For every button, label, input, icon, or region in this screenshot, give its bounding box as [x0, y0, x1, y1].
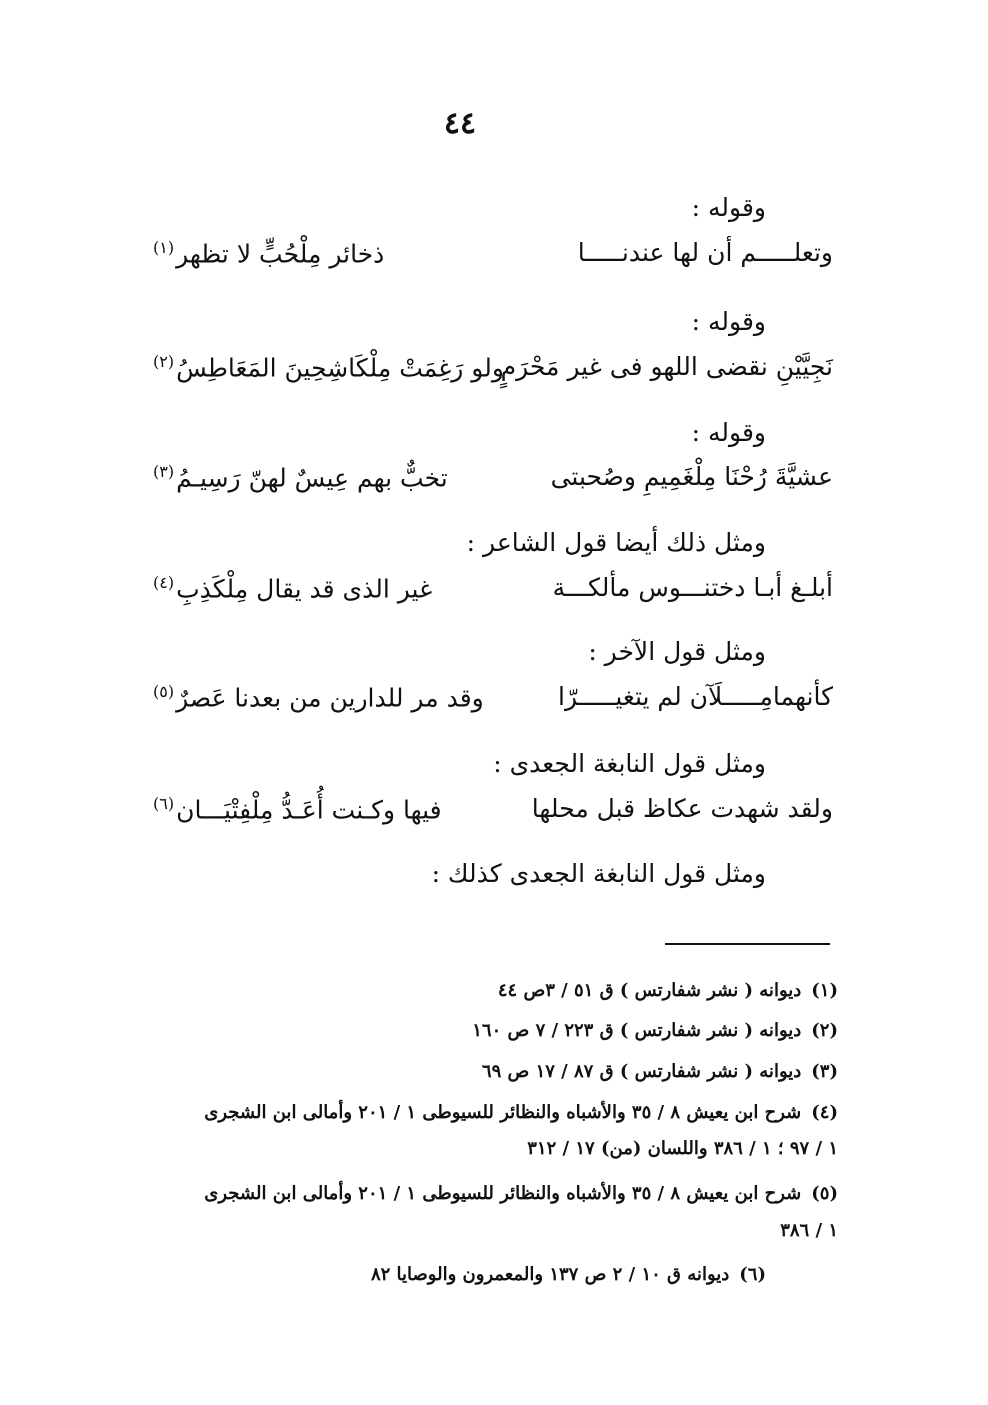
footnote-item [204, 1102, 838, 1123]
second-hemistich-text: وقد مر للدارين من بعدنا عَصرٌ [176, 683, 484, 713]
second-hemistich-text: تخبٌّ بهم عِيسٌ لهنّ رَسِيـمُ [176, 463, 448, 493]
footnote-text: شرح ابن يعيش ٨ / ٣٥ والأشباه والنظائر للسيوطى ١ / ٢٠١ وأمالى ابن الشجرى [204, 1183, 802, 1204]
verse-intro: ومثل قول الآخر : [588, 637, 766, 666]
footnote-number: (٦) [739, 1264, 766, 1285]
footnote-marker: (٦) [153, 794, 175, 813]
verse-intro: وقوله : [691, 307, 766, 336]
footnote-text: ديوانه ( نشر شفارتس ) ق ٨٧ / ١٧ ص ٦٩ [481, 1061, 802, 1082]
footnote-number: (٣) [811, 1061, 838, 1082]
footnote-marker: (١) [153, 238, 175, 257]
second-hemistich-text: ذخائر مِلْحُبٍّ لا تظهر [176, 239, 385, 269]
footnote-item [371, 1264, 766, 1285]
verse-intro: ومثل ذلك أيضا قول الشاعر : [466, 528, 766, 557]
footnote-marker: (٤) [153, 573, 175, 592]
first-hemistich: وتعلـــــم أن لها عندنـــــا [577, 238, 833, 267]
footnote-text: شرح ابن يعيش ٨ / ٣٥ والأشباه والنظائر للسيوطى ١ / ٢٠١ وأمالى ابن الشجرى [204, 1102, 802, 1123]
footnote-item [482, 1061, 838, 1082]
first-hemistich: كأنهمامِـــــلَآن لم يتغيـــــرّا [558, 682, 833, 711]
first-hemistich: ولقد شهدت عكاظ قبل محلها [531, 794, 833, 823]
verse-line [153, 352, 833, 396]
second-hemistich [153, 238, 384, 268]
footnote-marker: (٢) [153, 352, 175, 371]
closing-intro: ومثل قول النابغة الجعدى كذلك : [431, 859, 766, 888]
footnote-number: (٥) [811, 1183, 838, 1204]
verse-intro: وقوله : [691, 418, 766, 447]
second-hemistich [153, 682, 484, 712]
footnote-divider [665, 943, 830, 945]
second-hemistich [153, 352, 504, 382]
second-hemistich-text: غير الذى قد يقال مِلْكَذِبِ [176, 574, 433, 604]
footnote-number: (١) [811, 980, 838, 1001]
first-hemistich: عشيَّةَ رُحْنَا مِلْغَمِيمِ وصُحبتى [550, 462, 833, 491]
footnote-text: ديوانه ق ١٠ / ٢ ص ١٣٧ والمعمرون والوصايا ٨٢ [370, 1264, 730, 1285]
footnote-text: ديوانه ( نشر شفارتس ) ق ٢٢٣ / ٧ ص ١٦٠ [472, 1020, 802, 1041]
first-hemistich: نَجِيَّيْنِ نقضى اللهو فى غير مَحْرَمٍ [500, 352, 833, 381]
second-hemistich [153, 794, 442, 824]
verse-intro: وقوله : [691, 193, 766, 222]
footnote-number: (٢) [811, 1020, 838, 1041]
page-number: ٤٤ [443, 106, 477, 141]
first-hemistich: أبلـغ أبـا دختنـــوس مألكـــة [552, 573, 833, 602]
verse-line [153, 238, 833, 282]
second-hemistich [153, 573, 432, 603]
footnote-number: (٤) [811, 1102, 838, 1123]
verse-intro: ومثل قول النابغة الجعدى : [493, 749, 766, 778]
verse-line [153, 462, 833, 506]
footnote-continuation: ١ / ٩٧ ؛ ١ / ٣٨٦ واللسان (من) ١٧ / ٣١٢ [527, 1138, 838, 1159]
footnote-continuation: ١ / ٣٨٦ [780, 1220, 838, 1241]
verse-line [153, 573, 833, 617]
footnote-marker: (٥) [153, 682, 175, 701]
footnote-marker: (٣) [153, 462, 175, 481]
footnote-text: ديوانه ( نشر شفارتس ) ق ٥١ / ٣ص ٤٤ [497, 980, 802, 1001]
footnote-item [204, 1183, 838, 1204]
second-hemistich-text: ولو رَغِمَتْ مِلْكَاشِحِينَ المَعَاطِسُ [176, 353, 504, 383]
verse-line [153, 794, 833, 838]
second-hemistich [153, 462, 448, 492]
footnote-item [498, 980, 838, 1001]
verse-line [153, 682, 833, 726]
second-hemistich-text: فيها وكـنت أُعَـدُّ مِلْفِتْيَـــان [176, 795, 442, 825]
footnote-item [472, 1020, 838, 1041]
